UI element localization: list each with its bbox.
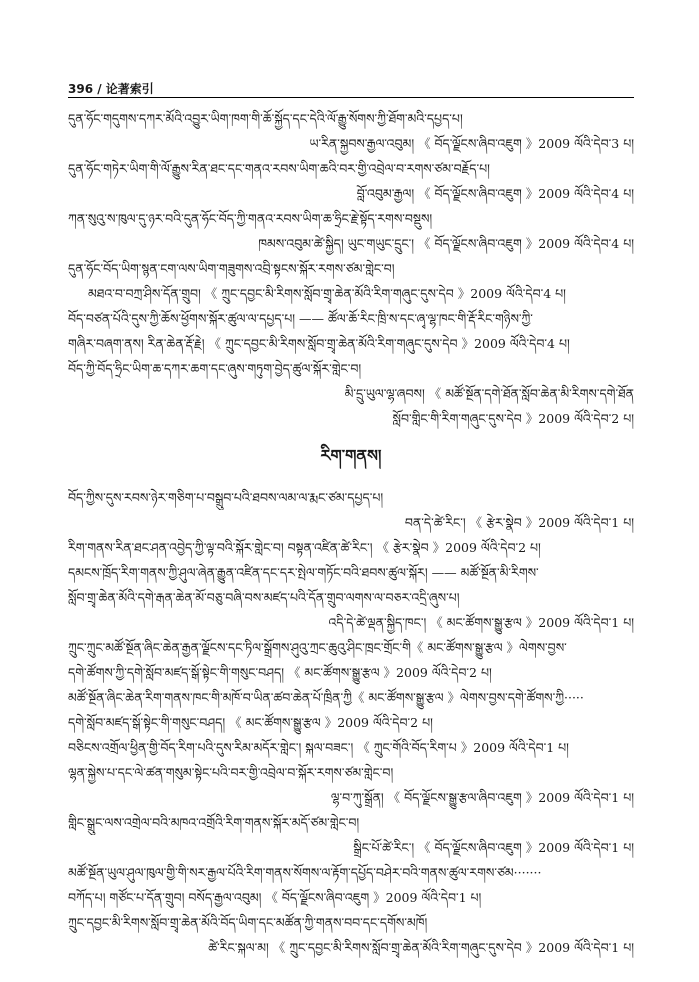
index-line: རིག་གནས་རིན་ཐང་ཤན་འབྱེད་ཀྱི་ལྟ་བའི་སྐོར་གླེང་བ། བསྟན་འཛིན་ཚེ་རིང་། 《 རྩེར་སྣེབ 》2009 ལོའི་དེབ་2 པ། xyxy=(68,540,541,555)
index-line: སྒྲིང་པོ་ཚེ་རིང་། 《 བོད་ལྗོངས་ཞིབ་འཇུག 》2009 ལོའི་དེབ་1 པ། xyxy=(353,840,634,855)
index-line: ཀན་སུའུ་ས་ཁུལ་དུ་ཉར་བའི་དུན་ཧོང་བོད་ཀྱི་གནའ་རབས་ཡིག་ཆ་ཧྲིང་རྗེ་སྟོད་རགས་བསྡུས། xyxy=(68,211,433,226)
index-line: དུན་ཧོང་གདུགས་དཀར་མོའི་འབྱུར་ཡིག་ཁག་གི་ཆོ་སྐྱོད་དང་དེའི་ལོ་རྒྱུ་སོགས་ཀྱི་ཐོག་མའི་དཔྱད་པ། xyxy=(68,111,463,126)
index-line: དགེ་སློབ་མཛད་སྒོ་སྟེང་གི་གསུང་བཤད། 《 མང་ཚོགས་སྒྱུ་རྩལ 》2009 ལོའི་དེབ་2 པ། xyxy=(68,715,433,730)
index-line: བོད་ཀྱི་བོད་ཧྲིང་ཡིག་ཆ་དཀར་ཆག་དང་ཞུས་གཏུག་བྱེད་ཚུལ་སྐོར་གླེང་བ། xyxy=(68,361,362,376)
index-line: ཁམས་འབུམ་ཚེ་སྐྱིད། ཡུང་གཡུང་དྲུང་། 《 བོད་ལྗོངས་ཞིབ་འཇུག 》2009 ལོའི་དེབ་4 པ། xyxy=(258,236,634,251)
index-line: དུན་ཧོང་བོད་ཡིག་སྙན་ངག་ལས་ཡིག་གཟུགས་འབྲི་སྟངས་སྐོར་རགས་ཙམ་གླེང་བ། xyxy=(68,261,395,276)
header-rule xyxy=(68,97,634,98)
index-line: བན་དེ་ཚེ་རིང་། 《 རྩེར་སྣེབ 》2009 ལོའི་དེབ་1 པ། xyxy=(404,515,634,530)
index-line: འདི་དེ་ཚེ་ལྡན་སྐྱིད་ཁང་། 《 མང་ཚོགས་སྒྱུ་རྩལ 》2009 ལོའི་དེབ་1 པ། xyxy=(328,615,634,630)
index-line: བཅིངས་འགྲོལ་ཕྱིན་གྱི་བོད་རིག་པའི་དུས་རིམ་མདོར་གླེང་། སྐལ་བཟང་། 《 ཀྲུང་གོའི་བོད་རིག་པ 》2009 ལོའི་དེབ་1 པ། xyxy=(68,740,569,755)
index-line: བོད་བཙན་པོའི་དུས་ཀྱི་ཆོས་ཕྱོགས་སྐོར་ཚུལ་ལ་དཔྱད་པ། —— ཚོལ་ཆོ་རིང་ཁྲི་ས་དང་ཞྭ་ལྷ་ཁང་གི་རྡོ་རིང་གཉིས་ཀྱི་ xyxy=(68,311,533,326)
section-2-entries xyxy=(68,485,634,960)
index-line: གཞིར་བཞག་ནས། རིན་ཆེན་རྡོ་རྗེ། 《 ཀྲུང་དབྱང་མི་རིགས་སློབ་གྲྭ་ཆེན་མོའི་རིག་གཞུང་དུས་དེབ 》2009 ལོའི་དེབ་4 པ། xyxy=(68,336,570,351)
section-heading: རིག་གནས། xyxy=(320,446,382,465)
index-line: ཡ་རིན་སྐྱབས་རྒྱལ་འབུམ། 《 བོད་ལྗོངས་ཞིབ་འཇུག 》2009 ལོའི་དེབ་3 པ། xyxy=(309,136,634,151)
index-line: ཀྲུང་ཀྲུང་མཚོ་སྔོན་ཞིང་ཆེན་རྒྱན་ལྗོངས་དང་ཏིལ་སྒྲོགས་ཤུའུ་ཀྲང་ཆུའུ་ཤིང་ཁྲང་གྲོང་གི《 མང་ཚོགས་སྒྱུ་རྩལ 》ལེགས་བྱས་ xyxy=(68,640,567,655)
index-line: ཀྲུང་དབྱང་མི་རིགས་སློབ་གྲྭ་ཆེན་མོའི་བོད་ཡིག་དང་མཚོན་ཀྱི་གནས་བབ་དང་དགོས་མཁོ། xyxy=(68,915,428,930)
index-line: བོད་ཀྱིས་དུས་རབས་ཉེར་གཅིག་པ་བསྒྲུབ་པའི་ཐབས་ལམ་ལ་རྨང་ཙམ་དཔྱད་པ། xyxy=(68,490,384,505)
index-line: ལྷན་སྐྱེས་པ་དང་ལེ་ཚན་གསུམ་སྟེང་པའི་བར་གྱི་འབྲེལ་བ་སྐོར་རགས་ཙམ་གླེང་བ། xyxy=(68,765,394,780)
index-content xyxy=(68,106,634,960)
index-line: མཚོ་སྔོན་ཡུལ་ཤུལ་ཁུལ་གྱི་གི་སར་རྒྱལ་པོའི་རིག་གནས་སོགས་ལ་རྟོག་དཔྱོད་བཤེར་བའི་གནས་ཚུལ་རགས་ཙམ······· xyxy=(68,865,542,880)
section-1-entries xyxy=(68,106,634,431)
index-line: བཀོད་པ། གཙོང་པ་དོན་གྲུབ། བསོད་རྒྱལ་འབུམ། 《 བོད་ལྗོངས་ཞིབ་འཇུག 》2009 ལོའི་དེབ་1 པ། xyxy=(68,890,482,905)
index-line: མི་དྲུ་ཡུལ་ལྷ་ཞབས། 《 མཚོ་སྔོན་དགེ་ཐོན་སློབ་ཆེན་མི་རིགས་དགེ་ཐོན xyxy=(344,386,634,401)
index-line: མཐའ་བ་བཀྲ་ཤིས་དོན་གྲུབ། 《 ཀྲུང་དབྱང་མི་རིགས་སློབ་གྲྭ་ཆེན་མོའི་རིག་གཞུང་དུས་དེབ 》2009 ལོའི་དེབ་4 པ། xyxy=(88,286,566,301)
index-line: མཚོ་སྔོན་ཞིང་ཆེན་རིག་གནས་ཁང་གི་མཁོ་བ་ཡིན་ཚབ་ཆེན་པོ་ཁྲིན་ཀྱི《 མང་ཚོགས་སྒྱུ་རྩལ 》ལེགས་བྱས་དགེ་ཚོགས་ཀྱི····· xyxy=(68,690,584,705)
page-header: 396 / 论著索引 xyxy=(68,82,154,96)
index-line: བློ་འབུམ་རྒྱལ། 《 བོད་ལྗོངས་ཞིབ་འཇུག 》2009 ལོའི་དེབ་4 པ། xyxy=(356,186,634,201)
index-line: དུན་ཧོང་གཏེར་ཡིག་གི་ལོ་རྒྱུས་རིན་ཐང་དང་གནའ་རབས་ཡིག་ཆའི་བར་གྱི་འབྲེལ་བ་རགས་ཙམ་བརྗོད་པ། xyxy=(68,161,490,176)
index-line: གླིང་སྒྲུང་ལས་འགྲེལ་བའི་མཁའ་འགྲོའི་རིག་གནས་སྐོར་མདོ་ཙམ་གླེང་བ། xyxy=(68,815,360,830)
index-line: དམངས་ཁྲོད་རིག་གནས་ཀྱི་ཤུལ་ཞེན་རྒྱུན་འཛིན་དང་དར་སྤེལ་གཏོང་བའི་ཐབས་ཚུལ་སྐོར། —— མཚོ་སྔོན་མི་རིགས་ xyxy=(68,565,539,580)
index-line: སློབ་གླིང་གི་རིག་གཞུང་དུས་དེབ 》2009 ལོའི་དེབ་2 པ། xyxy=(392,411,634,426)
index-line: སློབ་གྲྭ་ཆེན་མོའི་དགེ་རྒན་ཆེན་མོ་བཅུ་བཞི་བས་མཛད་པའི་དོན་གྲུབ་ལགས་ལ་བཅར་འདྲི་ཞུས་པ། xyxy=(68,590,460,605)
index-line: ལྷ་བ་ཀུ་སྒྲོན། 《 བོད་ལྗོངས་སྒྱུ་རྩལ་ཞིབ་འཇུག 》2009 ལོའི་དེབ་1 པ། xyxy=(330,790,634,805)
index-line: དགེ་ཚོགས་ཀྱི་དགེ་སློབ་མཛད་སྒོ་སྟེང་གི་གསུང་བཤད། 《 མང་ཚོགས་སྒྱུ་རྩལ 》2009 ལོའི་དེབ་2 པ། xyxy=(68,665,492,680)
index-line: ཚེ་རིང་སྐལ་མ། 《 ཀྲུང་དབྱང་མི་རིགས་སློབ་གྲྭ་ཆེན་མོའི་རིག་གཞུང་དུས་དེབ 》2009 ལོའི་དེབ་1 པ། xyxy=(208,940,634,955)
